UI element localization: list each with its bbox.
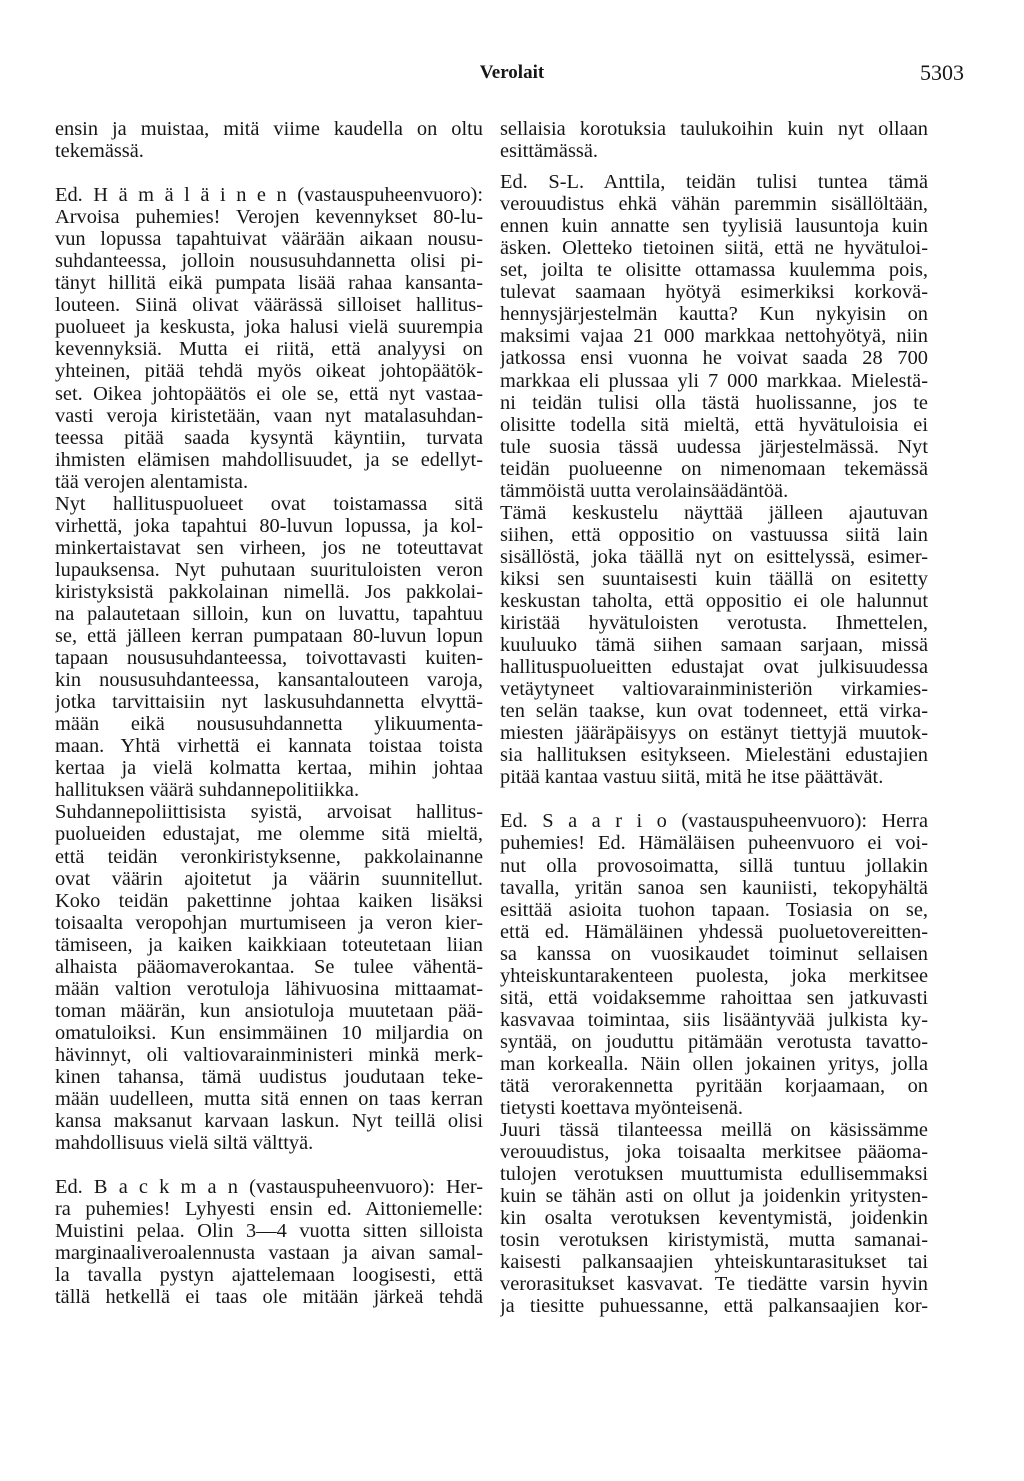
- paragraph-spacer: [500, 162, 928, 171]
- paragraph: [55, 493, 483, 802]
- text-line: mään eikä noususuhdannetta ylikuumenta-: [55, 713, 483, 736]
- paragraph-spacer: [500, 788, 928, 810]
- text-line: yhteiskuntarakenteen puolesta, joka merkitsee: [500, 964, 928, 987]
- text-line: keskustan taholta, että oppositio ei ole halunnut: [500, 589, 928, 612]
- paragraph: [55, 1176, 483, 1308]
- text-line: kin noususuhdanteessa, kansantalouteen varoja,: [55, 669, 483, 692]
- text-line: tietysti koettava myönteisenä.: [500, 1097, 743, 1120]
- text-line: mahdollisuus vielä siltä välttyä.: [55, 1132, 314, 1155]
- text-line: tällä hetkellä ei taas ole mitään järkeä tehdä: [55, 1286, 483, 1309]
- text-line: puolueiden edustajat, me olemme sitä mieltä,: [55, 823, 483, 846]
- text-line: että ed. Hämäläinen yhdessä puoluetovereitten-: [500, 920, 928, 943]
- text-line: kertaa ja vielä kolmatta kertaa, mihin johtaa: [55, 757, 483, 780]
- text-line: sellaisia korotuksia taulukoihin kuin nyt ollaan: [500, 118, 928, 140]
- text-line: vasti veroja kiristetään, vaan nyt matalasuhdan-: [55, 404, 483, 427]
- text-line: ten selän taakse, kun ovat todenneet, että virka-: [500, 700, 928, 723]
- text-line: tavalla, yritän sanoa sen kauniisti, tekopyhältä: [500, 876, 928, 899]
- text-line: tapaan noususuhdanteessa, toivottavasti kuiten-: [55, 647, 483, 670]
- paragraph: [55, 184, 483, 493]
- text-line: tekemässä.: [55, 140, 144, 163]
- text-line: toman määrän, kun ansiotuloja muutetaan pää-: [55, 999, 483, 1022]
- text-line: ni teidän tulisi olla tästä huolissanne, jos te: [500, 391, 928, 414]
- text-line: alhaista pääomaverokantaa. Se tulee vähentä-: [55, 955, 483, 978]
- text-line: ja tiesitte puhuessanne, että palkansaajien kor-: [500, 1295, 928, 1318]
- text-line: hennysjärjestelmän kautta? Kun nykyisin on: [500, 303, 928, 326]
- text-line: Nyt hallituspuolueet ovat toistamassa sitä: [55, 492, 483, 515]
- running-header-title: Verolait: [479, 62, 545, 83]
- text-line: äsken. Oletteko tietoinen siitä, että ne hyvätuloi-: [500, 237, 928, 260]
- text-line: hallituspuolueitten edustajat ovat julkisuudessa: [500, 656, 928, 679]
- text-line: nut olla provosoimatta, sillä tuntuu jollakin: [500, 854, 928, 877]
- text-line: kuuluuko tämä siihen samaan sarjaan, missä: [500, 634, 928, 657]
- text-line: Tämä keskustelu näyttää jälleen ajautuvan: [500, 501, 928, 524]
- text-line: na palautetaan silloin, kun on luvattu, tapahtuu: [55, 602, 483, 625]
- paragraph: [55, 118, 483, 162]
- text-line: louteen. Siinä olivat väärässä silloiset hallitus-: [55, 294, 483, 317]
- text-line: tosin verotuksen kiristymistä, mutta samanai-: [500, 1229, 928, 1252]
- text-line: Ed. H ä m ä l ä i n e n (vastauspuheenvuoro):: [55, 184, 483, 207]
- text-line: Muistini pelaa. Olin 3—4 vuotta sitten silloista: [55, 1220, 483, 1243]
- text-line: set. Oikea johtopäätös ei ole se, että nyt vastaa-: [55, 382, 483, 405]
- text-line: tule suosia tässä uudessa järjestelmässä. Nyt: [500, 435, 928, 458]
- text-line: Ed. S a a r i o (vastauspuheenvuoro): Herra: [500, 810, 928, 833]
- text-line: se, että jälleen kerran pumpataan 80-luvun lopun: [55, 625, 483, 648]
- right-column: [500, 118, 928, 1317]
- text-line: ra puhemies! Lyhyesti ensin ed. Aittoniemelle:: [55, 1198, 483, 1221]
- text-line: omatuloiksi. Kun ensimmäinen 10 miljardia on: [55, 1021, 483, 1044]
- text-line: kuin se tähän asti on ollut ja joidenkin yritysten-: [500, 1185, 928, 1208]
- text-line: mään valtion verotuloja lähivuosina mittaamat-: [55, 977, 483, 1000]
- text-line: kinen tahansa, tämä uudistus joudutaan teke-: [55, 1065, 483, 1088]
- text-line: tulojen verotuksen muuttumista edullisemmaksi: [500, 1163, 928, 1186]
- text-line: sa kanssa on vuosikaudet toiminut sellaisen: [500, 942, 928, 965]
- text-line: verorasitukset kasvavat. Te tiedätte varsin hyvin: [500, 1273, 928, 1296]
- paragraph: [55, 801, 483, 1154]
- text-line: vetäytyneet valtiovarainministeriön virkamies-: [500, 678, 928, 701]
- text-line: hallituksen väärä suhdannepolitiikka.: [55, 779, 360, 802]
- paragraph: [500, 810, 928, 1119]
- text-line: kansa maksanut karvaan laskun. Nyt teillä olisi: [55, 1110, 483, 1133]
- text-line: kiristää hyvätuloisten verotusta. Ihmettelen,: [500, 612, 928, 635]
- text-line: syntää, on jouduttu pitämään verotusta tavatto-: [500, 1030, 928, 1053]
- text-line: hävinnyt, oli valtiovarainministeri minkä merk-: [55, 1043, 483, 1066]
- text-line: pitää kantaa vastuu siitä, mitä he itse päättävät.: [500, 766, 884, 789]
- text-line: esittämässä.: [500, 140, 598, 163]
- text-line: man korkealla. Näin ollen jokainen yritys, jolla: [500, 1052, 928, 1075]
- text-line: kasvavaa toimintaa, siis lisääntyvää julkista ky-: [500, 1008, 928, 1031]
- text-line: set, joilta te olisitte ottamassa kuulemma pois,: [500, 259, 928, 282]
- text-line: jotka tarvittaisiin nyt laskusuhdannetta elvyttä-: [55, 691, 483, 714]
- text-line: tämmöistä uutta verolainsäädäntöä.: [500, 479, 789, 502]
- text-line: kaisesti palkansaajien yhteiskuntarasitukset tai: [500, 1251, 928, 1274]
- text-line: että teidän veronkiristyksenne, pakkolainanne: [55, 845, 483, 868]
- text-line: tätä verorakennetta pyritään korjaamaan, on: [500, 1074, 928, 1097]
- text-line: sisällöstä, joka täällä nyt on esittelyssä, esimer-: [500, 545, 928, 568]
- text-line: maan. Yhtä virhettä ei kannata toistaa toista: [55, 735, 483, 758]
- text-line: tämiseen, ja kaiken kaikkiaan toteutetaan liian: [55, 933, 483, 956]
- text-line: ennen kuin annatte sen tyylisiä lausuntoja kuin: [500, 215, 928, 238]
- text-line: Ed. S-L. Anttila, teidän tulisi tuntea tämä: [500, 171, 928, 194]
- paragraph: [500, 1119, 928, 1317]
- text-line: tää verojen alentamista.: [55, 470, 249, 493]
- page-number: 5303: [920, 60, 964, 85]
- paragraph-spacer: [55, 1154, 483, 1176]
- text-line: Ed. B a c k m a n (vastauspuheenvuoro): Her-: [55, 1176, 483, 1199]
- text-line: minkertaistavat sen virheen, jos ne toteuttavat: [55, 536, 483, 559]
- text-line: markkaa eli plussaa yli 7 000 markkaa. Mielestä-: [500, 369, 928, 392]
- text-line: puhemies! Ed. Hämäläisen puheenvuoro ei voi-: [500, 832, 928, 855]
- text-line: esittää asioita tuohon tapaan. Tosiasia on se,: [500, 898, 928, 921]
- text-line: verouudistus ehkä vähän paremmin sisällöltään,: [500, 193, 928, 216]
- paragraph: [500, 118, 928, 162]
- text-line: sia hallituksen esitykseen. Mielestäni edustajien: [500, 744, 928, 767]
- text-line: siihen, että oppositio on vastuussa siitä lain: [500, 523, 928, 546]
- text-line: Suhdannepoliittisista syistä, arvoisat hallitus-: [55, 801, 483, 824]
- text-line: olisitte todella sitä mieltä, että hyvätuloisia ei: [500, 413, 928, 436]
- text-line: sitä, että voidaksemme rahoittaa sen jatkuvasti: [500, 986, 928, 1009]
- text-line: toisaalta veropohjan murtumiseen ja veron kier-: [55, 911, 483, 934]
- text-line: kiksi sen suuntaisesti kuin täällä on esitetty: [500, 567, 928, 590]
- text-line: teidän puolueenne on nimenomaan tekemässä: [500, 457, 928, 480]
- text-line: ihmisten elämisen mahdollisuudet, ja se edellyt-: [55, 448, 483, 471]
- text-line: jatkossa ensi vuonna he voivat saada 28 700: [500, 347, 928, 370]
- paragraph: [500, 502, 928, 789]
- left-column: [55, 118, 483, 1308]
- text-line: Arvoisa puhemies! Verojen kevennykset 80-lu-: [55, 206, 483, 229]
- text-line: ensin ja muistaa, mitä viime kaudella on oltu: [55, 118, 483, 140]
- text-line: tänyt hillitä eikä pumpata lisää rahaa kansanta-: [55, 272, 483, 295]
- text-line: lupauksensa. Nyt puhutaan suurituloisten veron: [55, 558, 483, 581]
- text-line: puolueet ja keskusta, joka halusi vielä suurempia: [55, 316, 483, 339]
- text-line: kin osalta verotuksen keventymistä, joidenkin: [500, 1207, 928, 1230]
- text-line: miesten jääräpäisyys on estänyt tiettyjä muutok-: [500, 722, 928, 745]
- text-line: la tavalla pystyn ajattelemaan loogisesti, että: [55, 1264, 483, 1287]
- text-line: mään uudelleen, mutta sitä ennen on taas kerran: [55, 1088, 483, 1111]
- text-line: maksimi vajaa 21 000 markkaa nettohyötyä, niin: [500, 325, 928, 348]
- text-line: suhdanteessa, jolloin noususuhdannetta olisi pi-: [55, 250, 483, 273]
- text-line: kevennyksiä. Mutta ei riitä, että analyysi on: [55, 338, 483, 361]
- paragraph: [500, 171, 928, 502]
- text-line: virhettä, joka tapahtui 80-luvun lopussa, ja kol-: [55, 514, 483, 537]
- text-line: yhteinen, pitää tehdä myös oikeat johtopäätök-: [55, 360, 483, 383]
- text-line: verouudistus, joka toisaalta merkitsee pääoma-: [500, 1141, 928, 1164]
- paragraph-spacer: [55, 162, 483, 184]
- text-line: tulevat saamaan hyötyä esimerkiksi korkovä-: [500, 281, 928, 304]
- text-line: vun lopussa tapahtuivat väärään aikaan nousu-: [55, 228, 483, 251]
- text-line: teessa pitää saada kysyntä käyntiin, turvata: [55, 426, 483, 449]
- text-line: marginaaliveroalennusta vastaan ja aivan samal-: [55, 1242, 483, 1265]
- text-line: kiristyksistä pakkolainan nimellä. Jos pakkolai-: [55, 580, 483, 603]
- text-line: Juuri tässä tilanteessa meillä on käsissämme: [500, 1119, 928, 1142]
- text-line: ovat väärin ajoitetut ja väärin suunnitellut.: [55, 867, 483, 890]
- text-line: Koko teidän pakettinne johtaa kaiken lisäksi: [55, 889, 483, 912]
